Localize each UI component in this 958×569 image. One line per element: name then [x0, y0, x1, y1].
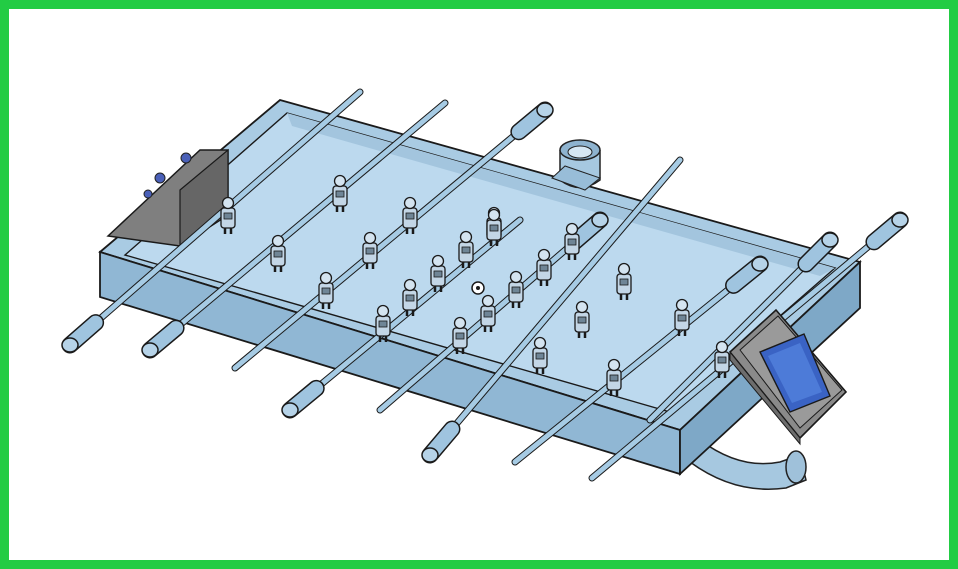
player-figure	[333, 176, 347, 213]
ball[interactable]	[472, 282, 484, 294]
rod-handle[interactable]	[422, 429, 452, 462]
player-figure	[617, 264, 631, 301]
rod-handle[interactable]	[519, 103, 553, 132]
player-figure	[319, 273, 333, 310]
player-figure	[403, 280, 417, 317]
player-figure	[481, 296, 495, 333]
player-figure	[509, 272, 523, 309]
player-figure	[607, 360, 621, 397]
player-figure	[459, 232, 473, 269]
player-figure	[376, 306, 390, 343]
player-figure	[363, 233, 377, 270]
player-figure	[565, 224, 579, 261]
player-figure	[533, 338, 547, 375]
player-figure	[675, 300, 689, 337]
rod-handle[interactable]	[62, 323, 96, 352]
player-figure	[271, 236, 285, 273]
player-figure	[537, 250, 551, 287]
player-figure	[575, 302, 589, 339]
player-figure	[221, 198, 235, 235]
rod-handle[interactable]	[282, 388, 316, 417]
rod-handle[interactable]	[874, 213, 908, 242]
player-figure	[453, 318, 467, 355]
player-figure	[403, 198, 417, 235]
player-figure	[715, 342, 729, 379]
player-figure	[487, 210, 501, 247]
player-figure	[431, 256, 445, 293]
rod-handle[interactable]	[142, 328, 176, 357]
